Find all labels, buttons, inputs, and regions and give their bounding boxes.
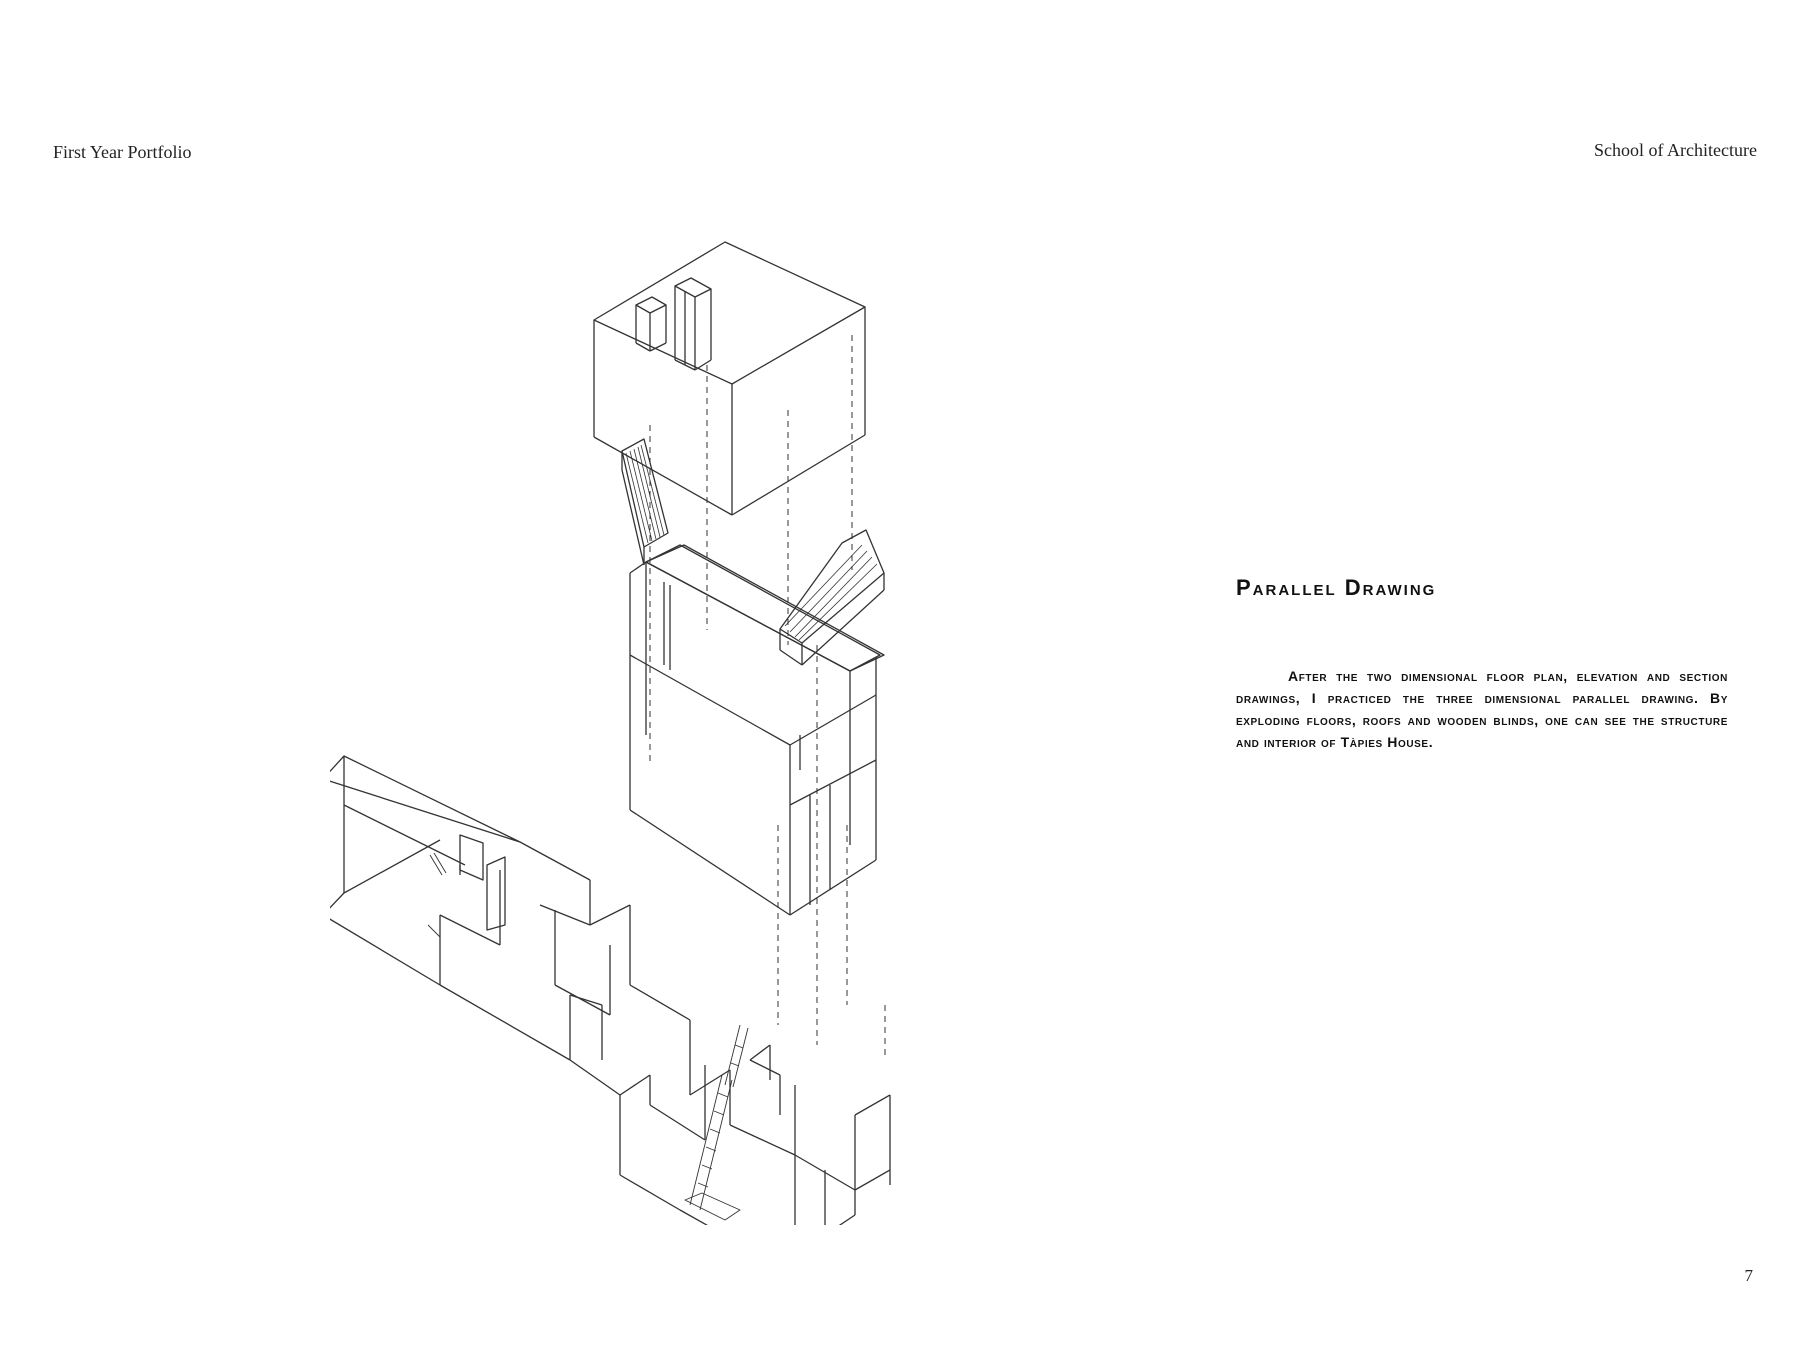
blinds-left <box>622 439 668 565</box>
page-number: 7 <box>1744 1266 1753 1285</box>
ground-floor <box>330 756 890 1225</box>
blinds-right <box>780 530 884 665</box>
axonometric-drawing <box>330 225 920 1225</box>
tower-block <box>630 545 884 915</box>
section-body-text: After the two dimensional floor plan, elevation and section drawings, I practiced the three dimensional parallel drawing. By exploding floors, roofs and wooden blinds, one can see the structure and interior of Tàpies House. <box>1236 668 1728 750</box>
header-portfolio-title: First Year Portfolio <box>53 142 192 162</box>
header-school-name: School of Architecture <box>1594 140 1757 160</box>
roof-block <box>594 242 865 515</box>
section-title: Parallel Drawing <box>1236 575 1437 600</box>
